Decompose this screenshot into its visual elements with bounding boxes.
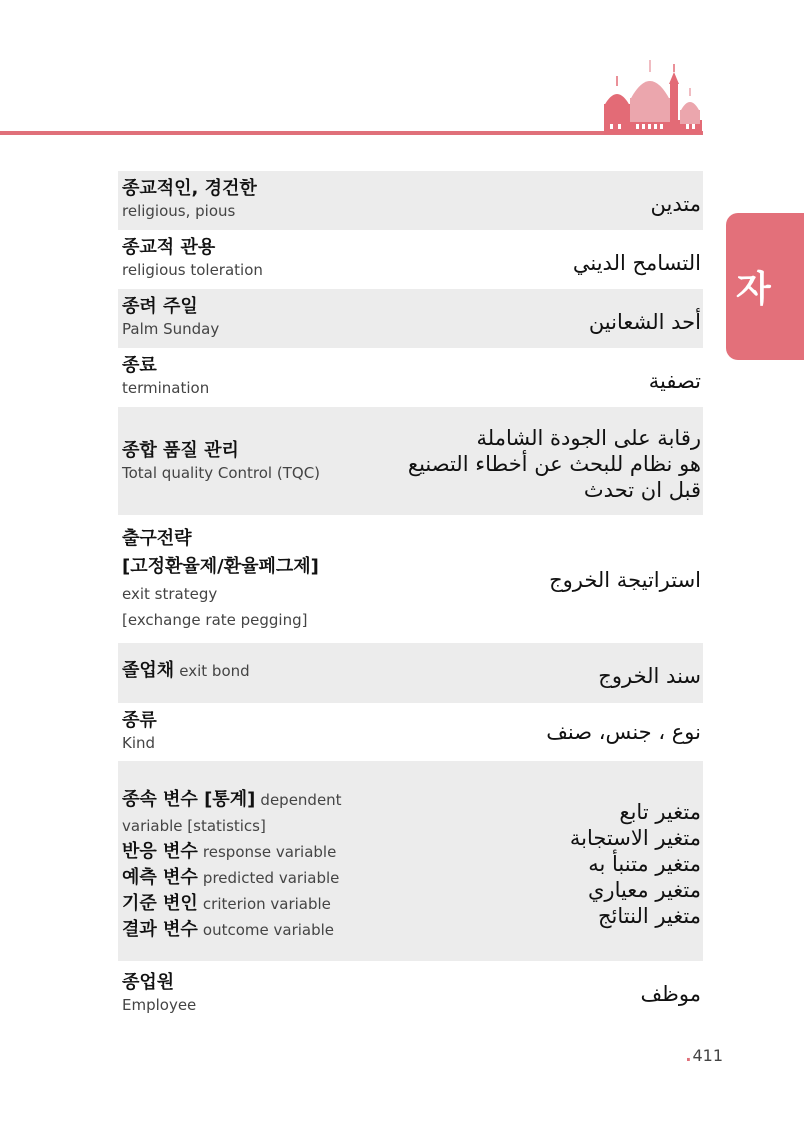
- english-term: religious toleration: [122, 261, 263, 279]
- korean-term: 종교적인, 경건한: [122, 178, 257, 199]
- arabic-term: التسامح الديني: [572, 251, 701, 275]
- english-term: Employee: [122, 996, 197, 1014]
- english-term: Total quality Control (TQC): [122, 464, 321, 482]
- korean-term: 종교적 관용: [122, 237, 216, 258]
- english-term: response variable: [202, 843, 337, 861]
- glossary-list: [118, 171, 703, 1023]
- arabic-term: [570, 799, 701, 929]
- korean-term: 종업원: [122, 972, 175, 993]
- english-term: Palm Sunday: [122, 320, 220, 338]
- glossary-entry: [118, 289, 703, 348]
- korean-term: 반응 변수: [122, 841, 198, 862]
- arabic-line: متغير تابع: [619, 800, 701, 824]
- arabic-line: هو نظام للبحث عن أخطاء التصنيع: [407, 452, 701, 476]
- english-term: predicted variable: [202, 869, 340, 887]
- arabic-line: قبل ان تحدث: [583, 478, 701, 502]
- glossary-entry: [118, 348, 703, 407]
- glossary-entry: [118, 703, 703, 761]
- korean-term-note: [고정환율제/환율페그제]: [122, 556, 319, 577]
- arabic-term: استراتيجة الخروج: [549, 568, 701, 592]
- glossary-entry: [118, 407, 703, 515]
- english-term: dependent: [260, 791, 342, 809]
- korean-term: 기준 변인: [122, 893, 198, 914]
- korean-term: 예측 변수: [122, 867, 198, 888]
- arabic-line: متغير معياري: [587, 878, 701, 902]
- arabic-term: سند الخروج: [598, 664, 701, 688]
- english-term: termination: [122, 379, 210, 397]
- page-number: [685, 1046, 723, 1065]
- glossary-entry: [118, 230, 703, 289]
- mosque-illustration: [600, 58, 704, 136]
- english-term: criterion variable: [202, 895, 331, 913]
- section-tab[interactable]: [726, 213, 804, 360]
- glossary-entry: [118, 515, 703, 643]
- english-term-note: [exchange rate pegging]: [122, 611, 308, 629]
- arabic-term: نوع ، جنس، صنف: [546, 720, 701, 744]
- page-number-value: 411: [692, 1046, 723, 1065]
- korean-term: 종려 주일: [122, 296, 198, 317]
- glossary-entry: [118, 761, 703, 961]
- english-term: religious, pious: [122, 202, 236, 220]
- arabic-term: تصفية: [648, 369, 701, 393]
- korean-term: 종합 품질 관리: [122, 440, 239, 461]
- section-tab-label: 자: [736, 269, 771, 310]
- korean-term: 결과 변수: [122, 919, 198, 940]
- arabic-term: متدين: [650, 192, 701, 216]
- english-term: outcome variable: [202, 921, 335, 939]
- english-term: variable [statistics]: [122, 817, 266, 835]
- page-number-marker: .: [685, 1046, 692, 1065]
- arabic-line: متغير متنبأ به: [588, 852, 701, 876]
- header-rule: [0, 131, 703, 135]
- korean-term: 종류: [122, 710, 157, 731]
- arabic-line: متغير الاستجابة: [569, 826, 701, 850]
- glossary-entry: [118, 171, 703, 230]
- glossary-entry: [118, 961, 703, 1023]
- arabic-term: موظف: [640, 982, 701, 1006]
- english-term: exit strategy: [122, 585, 218, 603]
- korean-term: 종료: [122, 355, 157, 376]
- korean-term: 졸업채: [122, 660, 175, 681]
- korean-term: 출구전략: [122, 528, 192, 549]
- arabic-term: أحد الشعانين: [588, 310, 701, 334]
- english-term: exit bond: [179, 662, 250, 680]
- korean-term: 종속 변수 [통계]: [122, 789, 256, 810]
- english-term: Kind: [122, 734, 156, 752]
- arabic-line: متغير النتائج: [597, 904, 701, 928]
- arabic-line: رقابة على الجودة الشاملة: [476, 426, 701, 450]
- arabic-term: [408, 425, 701, 503]
- glossary-entry: [118, 643, 703, 703]
